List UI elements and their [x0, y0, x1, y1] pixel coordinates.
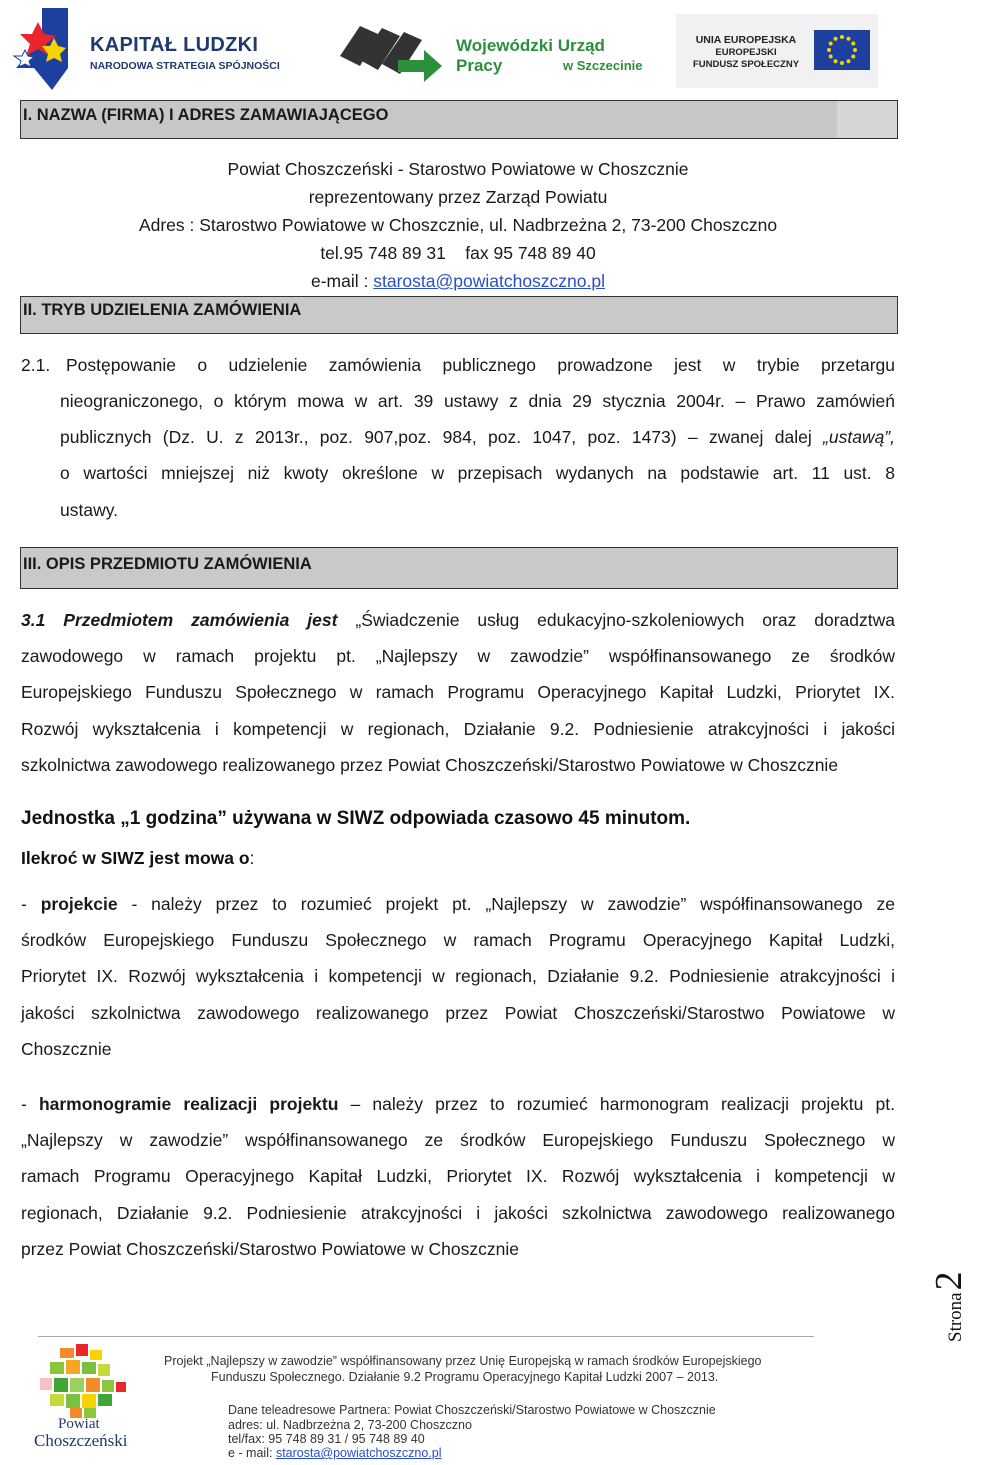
- para-line: [21, 602, 895, 638]
- section-1-heading: I. NAZWA (FIRMA) I ADRES ZAMAWIAJĄCEGO: [23, 106, 389, 124]
- kapital-ludzki-logo: [12, 6, 302, 90]
- wup-name: Wojewódzki Urząd Pracy: [456, 36, 605, 75]
- section-2-1-line-1: [66, 347, 895, 383]
- section-3-heading: III. OPIS PRZEDMIOTU ZAMÓWIENIA: [23, 555, 312, 573]
- page-word: Strona: [945, 1292, 966, 1342]
- section-3-bar: [20, 547, 898, 589]
- para-line: Priorytet IX. Rozwój wykształcenia i kompetencji w regionach, Działanie 9.2. Podniesienie atrakcyjności i: [21, 966, 895, 987]
- wup-logo: [338, 20, 648, 86]
- footer-divider: [38, 1336, 814, 1337]
- para-line: Rozwój wykształcenia i kompetencji w regionach, Działanie 9.2. Podniesienie atrakcyjności i jakości: [21, 718, 895, 739]
- section-2-1-number: 2.1.: [21, 355, 51, 375]
- section-1-bar: [20, 100, 898, 139]
- address-line-3: Adres : Starostwo Powiatowe w Choszcznie, ul. Nadbrzeżna 2, 73-200 Choszczno: [138, 215, 778, 235]
- ustawa-term: „ustawą”,: [823, 427, 895, 448]
- footer-partner-line-2: adres: ul. Nadbrzeżna 2, 73-200 Choszczno: [228, 1418, 472, 1432]
- footer-project-line-1: Projekt „Najlepszy w zawodzie” współfinansowany przez Unię Europejską w ramach środków Europejskiego: [164, 1354, 762, 1368]
- eu-line3: FUNDUSZ SPOŁECZNY: [692, 59, 800, 70]
- section-2-bar: [20, 296, 898, 334]
- para-line: Europejskiego Funduszu Społecznego w ramach Programu Operacyjnego Kapitał Ludzki, Priorytet IX.: [21, 682, 895, 703]
- para-line: [21, 886, 895, 922]
- para-line: regionach, Działanie 9.2. Podniesienie atrakcyjności i jakości szkolnictwa zawodowego realizowanego: [21, 1202, 895, 1223]
- def-term-harmonogram: harmonogramie realizacji projektu: [38, 1094, 339, 1114]
- para-text: „Świadczenie usług edukacyjno-szkoleniowych oraz doradztwa: [337, 610, 895, 630]
- section-2-1-body: [60, 383, 895, 528]
- footer-email-link[interactable]: starosta@powiatchoszczno.pl: [275, 1446, 442, 1460]
- dash: -: [21, 1094, 39, 1114]
- def-term-projekt: projekcie: [40, 894, 118, 914]
- address-phone-fax: tel.95 748 89 31 fax 95 748 89 40: [320, 243, 596, 263]
- section-2-heading: II. TRYB UDZIELENIA ZAMÓWIENIA: [23, 301, 302, 319]
- section-1-bar-tail: [837, 101, 897, 138]
- kapital-ludzki-title: KAPITAŁ LUDZKI: [90, 34, 259, 56]
- kapital-ludzki-star-icon: [12, 6, 82, 90]
- definition-projekt: [21, 886, 895, 1067]
- ilekroc-line: [21, 848, 254, 869]
- ilekroc-text: Ilekroć w SIWZ jest mowa o: [21, 848, 250, 868]
- para-line: ramach Programu Operacyjnego Kapitał Ludzki, Priorytet IX. Rozwój wykształcenia i kompetencji w: [21, 1166, 895, 1187]
- para-text: - należy przez to rozumieć projekt pt. „Najlepszy w zawodzie” współfinansowanego ze: [117, 894, 895, 914]
- kapital-ludzki-subtitle: NARODOWA STRATEGIA SPÓJNOŚCI: [90, 60, 280, 72]
- para-line: jakości szkolnictwa zawodowego realizowanego przez Powiat Choszczeński/Starostwo Powiatowe w: [21, 1002, 895, 1023]
- powiat-mosaic-icon: [30, 1342, 145, 1420]
- subject-lead: 3.1 Przedmiotem zamówienia jest: [21, 610, 338, 630]
- footer-email-label: e - mail:: [228, 1446, 276, 1460]
- wup-city: w Szczecinie: [563, 58, 643, 73]
- para-text: publicznych (Dz. U. z 2013r., poz. 907,poz. 984, poz. 1047, poz. 1473) – zwanej dalej: [60, 427, 824, 448]
- powiat-logo-line1: Powiat: [58, 1416, 100, 1432]
- para-line: zawodowego w ramach projektu pt. „Najlepszy w zawodzie” współfinansowanego ze środków: [21, 646, 895, 667]
- para-line: środków Europejskiego Funduszu Społecznego w ramach Programu Operacyjnego Kapitał Ludzki,: [21, 930, 895, 951]
- footer-email-line: [228, 1446, 441, 1460]
- dash: -: [21, 894, 41, 914]
- powiat-logo-line2: Choszczeński: [34, 1431, 128, 1450]
- powiat-logo: [30, 1342, 145, 1454]
- eu-logo: [676, 14, 878, 88]
- ilekroc-colon: :: [249, 848, 255, 868]
- para-line: ustawy.: [60, 499, 119, 520]
- eu-line1: UNIA EUROPEJSKA: [695, 34, 797, 46]
- eu-line2: EUROPEJSKI: [715, 47, 777, 58]
- footer-project-line-2: Funduszu Społecznego. Działanie 9.2 Programu Operacyjnego Kapitał Ludzki 2007 – 2013.: [211, 1370, 719, 1384]
- unit-definition: Jednostka „1 godzina” używana w SIWZ odpowiada czasowo 45 minutom.: [21, 808, 691, 829]
- para-line: [21, 1086, 895, 1122]
- footer-partner-line-3: tel/fax: 95 748 89 31 / 95 748 89 40: [228, 1432, 425, 1446]
- address-line-1: Powiat Choszczeński - Starostwo Powiatowe w Choszcznie: [227, 159, 689, 179]
- para-line: szkolnictwa zawodowego realizowanego przez Powiat Choszczeński/Starostwo Powiatowe w Choszcznie: [21, 754, 839, 775]
- email-label: e-mail :: [311, 271, 374, 291]
- email-link[interactable]: starosta@powiatchoszczno.pl: [373, 271, 605, 291]
- page-number: 2: [928, 1271, 970, 1291]
- para-text: – należy przez to rozumieć harmonogram realizacji projektu pt.: [338, 1094, 895, 1114]
- para-line: Choszcznie: [21, 1038, 112, 1059]
- wup-cards-icon: [338, 20, 448, 86]
- para-line: przez Powiat Choszczeński/Starostwo Powiatowe w Choszcznie: [21, 1238, 519, 1259]
- address-email-line: [20, 271, 896, 292]
- para-line: o wartości mniejszej niż kwoty określone w przepisach wydanych na podstawie art. 11 ust. 8: [60, 463, 895, 484]
- section-3-1-body: [21, 602, 895, 783]
- para-line: Postępowanie o udzielenie zamówienia publicznego prowadzone jest w trybie przetargu: [66, 355, 895, 375]
- definition-harmonogram: [21, 1086, 895, 1267]
- para-line: [60, 419, 895, 455]
- para-line: nieograniczonego, o którym mowa w art. 39 ustawy z dnia 29 stycznia 2004r. – Prawo zamówień: [60, 391, 895, 411]
- address-line-2: reprezentowany przez Zarząd Powiatu: [308, 187, 608, 207]
- para-line: „Najlepszy w zawodzie” współfinansowanego ze środków Europejskiego Funduszu Społecznego w: [21, 1130, 895, 1151]
- eu-flag-icon: [814, 30, 870, 70]
- page-number-label: [924, 1235, 984, 1342]
- footer-partner-line-1: Dane teleadresowe Partnera: Powiat Choszczeński/Starostwo Powiatowe w Choszcznie: [228, 1403, 716, 1417]
